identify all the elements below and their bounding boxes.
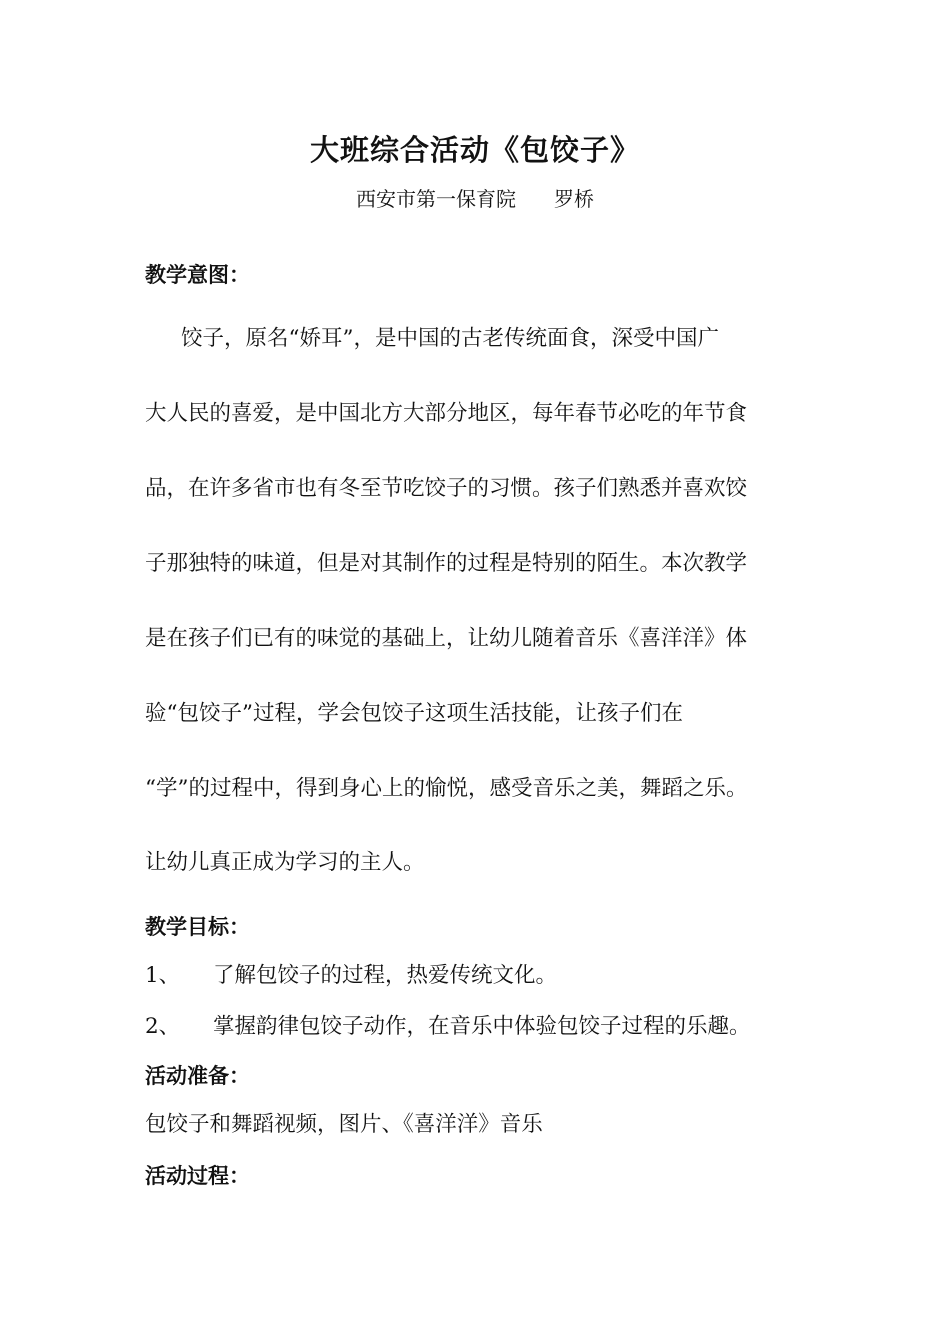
intent-line-5: 是在孩子们已有的味觉的基础上，让幼儿随着音乐《喜洋洋》体 — [145, 626, 748, 651]
goal-text: 了解包饺子的过程，热爱传统文化。 — [213, 963, 558, 988]
goal-item-1 — [145, 961, 557, 991]
heading-intent: 教学意图： — [145, 262, 250, 287]
intent-line-7: “学”的过程中，得到身心上的愉悦，感受音乐之美，舞蹈之乐。 — [145, 776, 748, 801]
intent-line-2: 大人民的喜爱，是中国北方大部分地区，每年春节必吃的年节食 — [145, 401, 748, 426]
goal-number: 1、 — [145, 963, 181, 988]
heading-prep: 活动准备： — [145, 1063, 250, 1088]
heading-process: 活动过程： — [145, 1163, 250, 1188]
author-line — [0, 185, 950, 213]
author-org: 西安市第一保育院 — [356, 187, 516, 211]
heading-goals: 教学目标： — [145, 914, 250, 939]
author-name: 罗桥 — [554, 187, 594, 211]
prep-text: 包饺子和舞蹈视频，图片、《喜洋洋》音乐 — [145, 1112, 543, 1137]
intent-line-3: 品，在许多省市也有冬至节吃饺子的习惯。孩子们熟悉并喜欢饺 — [145, 476, 748, 501]
goal-text: 掌握韵律包饺子动作，在音乐中体验包饺子过程的乐趣。 — [213, 1014, 751, 1039]
intent-line-4: 子那独特的味道，但是对其制作的过程是特别的陌生。本次教学 — [145, 551, 748, 576]
intent-line-1: 饺子，原名“娇耳”，是中国的古老传统面食，深受中国广 — [181, 326, 719, 351]
document-title: 大班综合活动《包饺子》 — [309, 133, 640, 167]
goal-item-2 — [145, 1012, 751, 1042]
intent-line-6: 验“包饺子”过程，学会包饺子这项生活技能，让孩子们在 — [145, 701, 683, 726]
intent-line-8: 让幼儿真正成为学习的主人。 — [145, 850, 425, 875]
goal-number: 2、 — [145, 1014, 181, 1039]
